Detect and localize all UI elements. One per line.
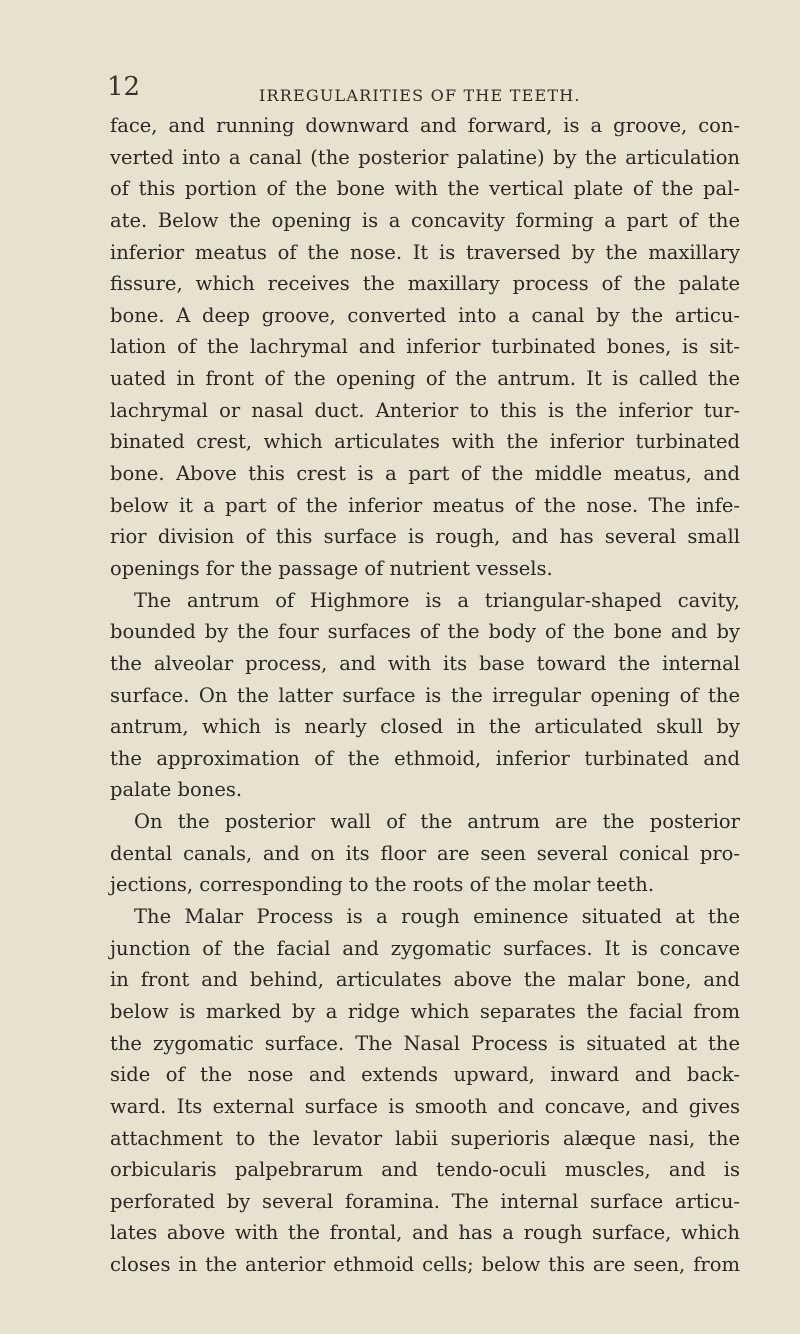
text-line: ward. Its external surface is smooth and concave, and gives bbox=[110, 1094, 740, 1118]
text-line: uated in front of the opening of the antrum. It is called the bbox=[110, 367, 740, 391]
text-line: lates above with the frontal, and has a rough surface, which bbox=[110, 1221, 740, 1245]
text-line: the alveolar process, and with its base toward the internal bbox=[110, 651, 740, 675]
text-line: the zygomatic surface. The Nasal Process is situated at the bbox=[110, 1031, 740, 1055]
text-line: the approximation of the ethmoid, inferior turbinated and bbox=[110, 746, 740, 770]
text-line: below it a part of the inferior meatus of the nose. The infe- bbox=[110, 493, 740, 517]
page-header bbox=[0, 70, 800, 110]
text-line: junction of the facial and zygomatic surfaces. It is concave bbox=[110, 936, 740, 960]
text-line: rior division of this surface is rough, and has several small bbox=[110, 525, 740, 549]
page-number: 12 bbox=[107, 72, 141, 102]
text-line: On the posterior wall of the antrum are the posterior bbox=[134, 810, 740, 834]
text-line: closes in the anterior ethmoid cells; below this are seen, from bbox=[110, 1253, 740, 1277]
text-line: lation of the lachrymal and inferior turbinated bones, is sit- bbox=[110, 335, 740, 359]
text-line: of this portion of the bone with the vertical plate of the pal- bbox=[110, 177, 740, 201]
text-line: below is marked by a ridge which separates the facial from bbox=[110, 999, 740, 1023]
text-line: palate bones. bbox=[110, 778, 243, 802]
body-text bbox=[110, 110, 740, 1281]
text-line: openings for the passage of nutrient vessels. bbox=[110, 556, 553, 580]
text-line: bone. A deep groove, converted into a canal by the articu- bbox=[110, 303, 740, 327]
text-line: fissure, which receives the maxillary process of the palate bbox=[110, 272, 740, 296]
text-line: inferior meatus of the nose. It is traversed by the maxillary bbox=[110, 240, 740, 264]
text-line: bounded by the four surfaces of the body of the bone and by bbox=[110, 620, 740, 644]
text-line: side of the nose and extends upward, inward and back- bbox=[110, 1063, 740, 1087]
text-line: surface. On the latter surface is the irregular opening of the bbox=[110, 683, 740, 707]
text-line: in front and behind, articulates above the malar bone, and bbox=[110, 968, 740, 992]
text-line: face, and running downward and forward, is a groove, con- bbox=[110, 114, 740, 137]
text-line: The antrum of Highmore is a triangular-shaped cavity, bbox=[134, 588, 740, 612]
text-line: perforated by several foramina. The internal surface articu- bbox=[110, 1189, 740, 1213]
text-line: attachment to the levator labii superioris alæque nasi, the bbox=[110, 1126, 740, 1150]
text-line: lachrymal or nasal duct. Anterior to this is the inferior tur- bbox=[110, 398, 740, 422]
text-line: jections, corresponding to the roots of the molar teeth. bbox=[110, 873, 655, 897]
text-line: binated crest, which articulates with the inferior turbinated bbox=[110, 430, 740, 454]
text-line: verted into a canal (the posterior palatine) by the articulation bbox=[110, 145, 740, 169]
text-line: ate. Below the opening is a concavity forming a part of the bbox=[110, 208, 740, 232]
text-line: orbicularis palpebrarum and tendo-oculi muscles, and is bbox=[110, 1158, 740, 1182]
running-title: IRREGULARITIES OF THE TEETH. bbox=[259, 86, 581, 105]
text-line: dental canals, and on its floor are seen several conical pro- bbox=[110, 841, 740, 865]
text-line: antrum, which is nearly closed in the articulated skull by bbox=[110, 715, 740, 739]
text-line: bone. Above this crest is a part of the middle meatus, and bbox=[110, 462, 740, 486]
text-line: The Malar Process is a rough eminence situated at the bbox=[134, 905, 740, 929]
